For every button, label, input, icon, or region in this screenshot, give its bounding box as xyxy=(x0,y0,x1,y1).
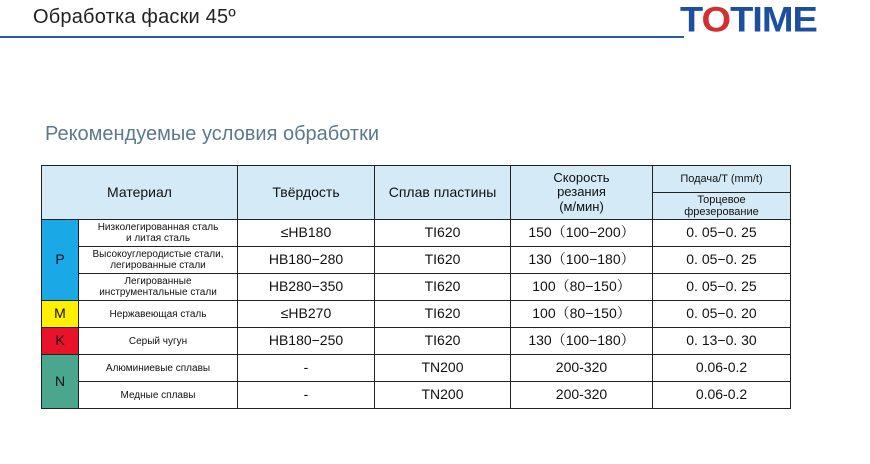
material-cell: Высокоуглеродистые стали, легированные стали xyxy=(79,247,238,274)
header-divider xyxy=(0,36,684,38)
table-row xyxy=(42,355,791,382)
group-n: N xyxy=(42,355,79,409)
material-cell: Алюминиевые сплавы xyxy=(79,355,238,382)
speed-cell: 100（80−150） xyxy=(511,274,653,301)
table-row xyxy=(42,301,791,328)
grade-cell: TI620 xyxy=(375,274,511,301)
grade-cell: TN200 xyxy=(375,382,511,409)
feed-cell: 0. 05−0. 25 xyxy=(653,274,791,301)
table-row xyxy=(42,328,791,355)
header-feed: Подача/T (mm/t) xyxy=(653,166,791,193)
material-cell: Серый чугун xyxy=(79,328,238,355)
header-cutting-speed: Скорость резания (м/мин) xyxy=(511,166,653,220)
speed-cell: 100（80−150） xyxy=(511,301,653,328)
table-row xyxy=(42,247,791,274)
totime-logo: TOTIME xyxy=(680,1,817,40)
group-k: K xyxy=(42,328,79,355)
table-row xyxy=(42,220,791,247)
hardness-cell: HB180−280 xyxy=(238,247,375,274)
table-row xyxy=(42,382,791,409)
table-row xyxy=(42,274,791,301)
page-title: Обработка фаски 45º xyxy=(33,6,236,28)
speed-cell: 130（100−180） xyxy=(511,247,653,274)
hardness-cell: HB180−250 xyxy=(238,328,375,355)
group-p: P xyxy=(42,220,79,301)
grade-cell: TI620 xyxy=(375,328,511,355)
section-title: Рекомендуемые условия обработки xyxy=(45,123,379,145)
material-cell: Низколегированная сталь и литая сталь xyxy=(79,220,238,247)
feed-cell: 0. 05−0. 25 xyxy=(653,220,791,247)
header-feed-sub: Торцевое фрезерование xyxy=(653,193,791,220)
feed-cell: 0.06-0.2 xyxy=(653,355,791,382)
header-grade: Сплав пластины xyxy=(375,166,511,220)
hardness-cell: HB280−350 xyxy=(238,274,375,301)
feed-cell: 0.06-0.2 xyxy=(653,382,791,409)
hardness-cell: - xyxy=(238,355,375,382)
feed-cell: 0. 05−0. 25 xyxy=(653,247,791,274)
grade-cell: TI620 xyxy=(375,220,511,247)
header-material: Материал xyxy=(42,166,238,220)
speed-cell: 150（100−200） xyxy=(511,220,653,247)
hardness-cell: ≤HB270 xyxy=(238,301,375,328)
material-cell: Нержавеющая сталь xyxy=(79,301,238,328)
hardness-cell: - xyxy=(238,382,375,409)
grade-cell: TN200 xyxy=(375,355,511,382)
speed-cell: 200-320 xyxy=(511,382,653,409)
hardness-cell: ≤HB180 xyxy=(238,220,375,247)
feed-cell: 0. 05−0. 20 xyxy=(653,301,791,328)
grade-cell: TI620 xyxy=(375,247,511,274)
cutting-conditions-table xyxy=(41,165,791,409)
material-cell: Медные сплавы xyxy=(79,382,238,409)
header-hardness: Твёрдость xyxy=(238,166,375,220)
grade-cell: TI620 xyxy=(375,301,511,328)
material-cell: Легированные инструментальные стали xyxy=(79,274,238,301)
speed-cell: 130（100−180） xyxy=(511,328,653,355)
feed-cell: 0. 13−0. 30 xyxy=(653,328,791,355)
group-m: M xyxy=(42,301,79,328)
speed-cell: 200-320 xyxy=(511,355,653,382)
